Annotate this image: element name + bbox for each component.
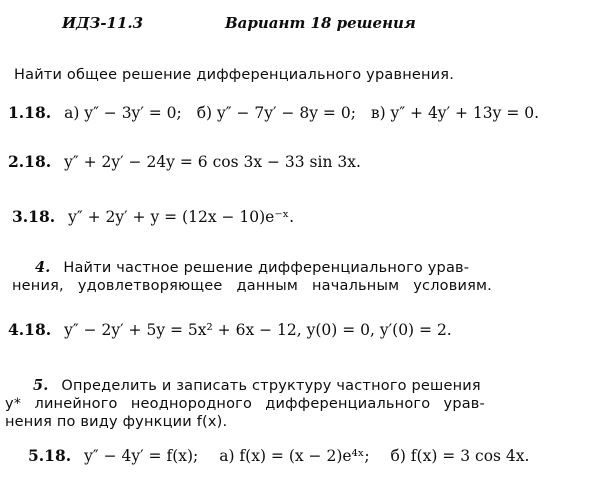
task2-problem — [8, 152, 361, 172]
task3-problem — [12, 207, 294, 227]
task5-part-b: б) f(x) = 3 cos 4x. — [390, 447, 530, 465]
task5-instruction-line3: нения по виду функции f(x). — [5, 414, 228, 430]
header-code: ИДЗ-11.3 — [62, 14, 144, 32]
task4-instruction-text1: Найти частное решение дифференциального урав- — [63, 260, 470, 276]
task5-instruction-text1: Определить и записать структуру частного решения — [61, 378, 481, 394]
task2-equation: y″ + 2y′ − 24y = 6 cos 3x − 33 sin 3x. — [64, 153, 361, 171]
task5-number: 5.18. — [28, 446, 72, 465]
task4-problem — [8, 320, 452, 340]
task1-number: 1.18. — [8, 103, 52, 122]
task5-problem — [28, 446, 529, 466]
task1-part-a: а) y″ − 3y′ = 0; — [64, 104, 182, 122]
task4-instruction-line1 — [35, 258, 469, 278]
task3-equation: y″ + 2y′ + y = (12x − 10)e⁻ˣ. — [68, 208, 295, 226]
task5-label: 5. — [33, 377, 49, 394]
task5-instruction-line1 — [33, 376, 481, 396]
task5-instruction-line2: y* линейного неоднородного дифференциального урав- — [5, 396, 485, 412]
task1-part-b: б) y″ − 7y′ − 8y = 0; — [196, 104, 356, 122]
task5-part-a: а) f(x) = (x − 2)e⁴ˣ; — [219, 447, 370, 465]
task3-number: 3.18. — [12, 207, 56, 226]
task5-equation: y″ − 4y′ = f(x); — [84, 447, 199, 465]
task2-number: 2.18. — [8, 152, 52, 171]
header-variant: Вариант 18 решения — [225, 14, 416, 32]
task4-instruction-line2: нения, удовлетворяющее данным начальным условиям. — [12, 278, 492, 294]
task4-label: 4. — [35, 259, 51, 276]
task1-problem — [8, 103, 539, 123]
task4-equation: y″ − 2y′ + 5y = 5x² + 6x − 12, y(0) = 0, y′(0) = 2. — [64, 321, 452, 339]
task1-part-c: в) y″ + 4y′ + 13y = 0. — [370, 104, 540, 122]
task1-instruction: Найти общее решение дифференциального уравнения. — [14, 67, 455, 83]
task4-number: 4.18. — [8, 320, 52, 339]
